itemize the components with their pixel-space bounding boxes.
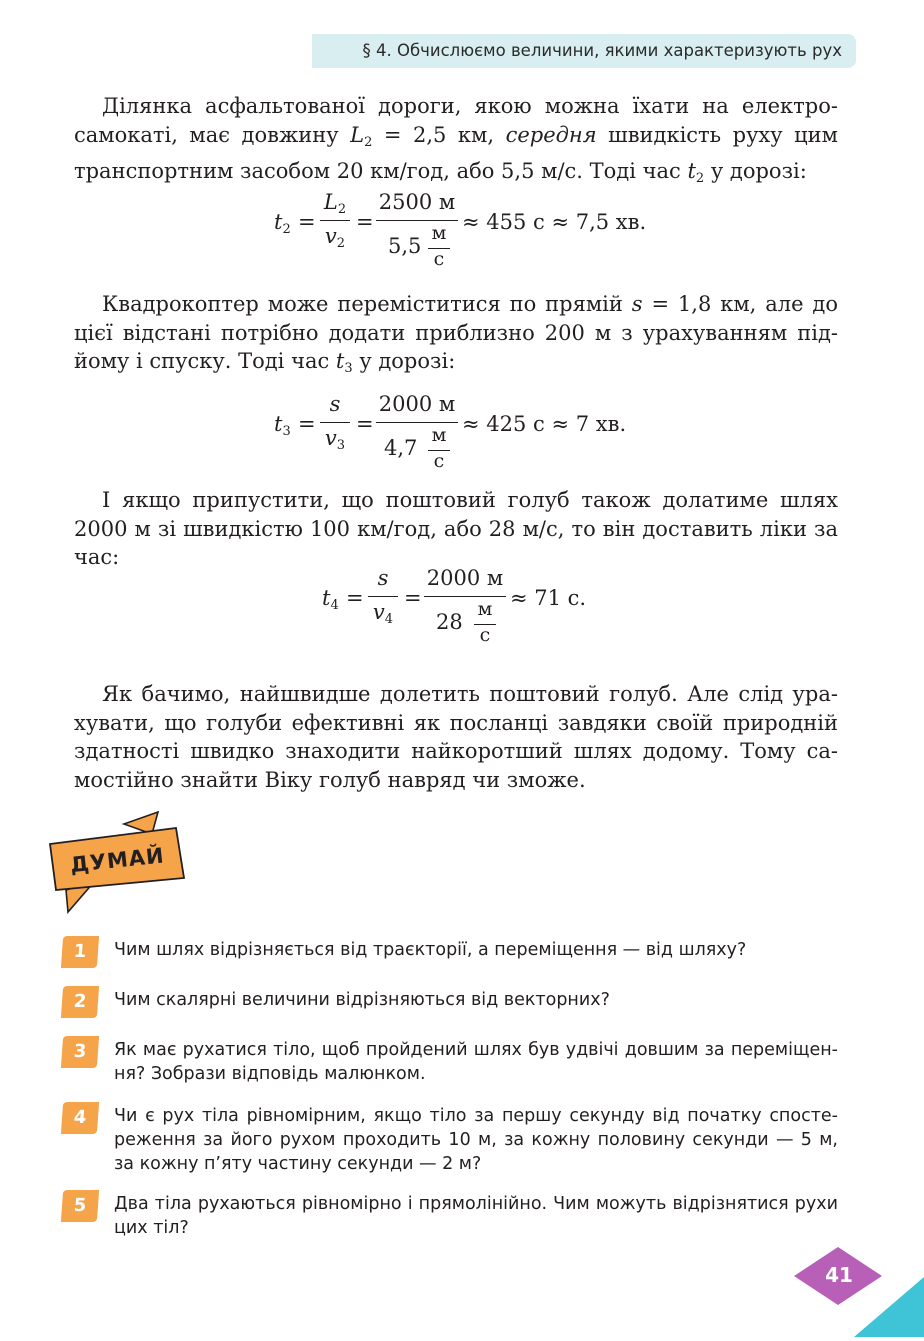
question-number-badge: 5 xyxy=(61,1190,99,1222)
formula-t4: $t_4$ = s $v_4$ = 2000 м 28 м с ≈ 71 с. xyxy=(322,566,587,646)
question-number-badge: 1 xyxy=(61,936,99,968)
formula-t3: $t_3$ = s $v_3$ = 2000 м 4,7 м с ≈ 425 с ≈ 7 хв. xyxy=(274,392,627,472)
paragraph-pigeon: І якщо припустити, що поштовий голуб також долатиме шлях 2000 м зі швидкістю 100 км/год, або 28 м/с, то він доставить ліки за час: xyxy=(74,488,838,570)
page-number: 41 xyxy=(825,1263,853,1287)
section-header xyxy=(312,34,856,68)
paragraph-conclusion: Як бачимо, найшвидше долетить поштовий голуб. Але слід урахувати, що голуби ефективні як посланці завдяки своїй природній здатності швидко знаходити найкоротший шлях додому. Тому самостійно знайти Віку голуб навряд чи зможе. xyxy=(74,682,838,792)
section-title: § 4. Обчислюємо величини, якими характеризують рух xyxy=(362,41,842,60)
question-text: Два тіла рухаються рівномірно і прямолінійно. Чим можуть відрізнятися рухи цих тіл? xyxy=(114,1194,838,1238)
question-text: Чим шлях відрізняється від траєкторії, а переміщення — від шляху? xyxy=(114,940,747,960)
paragraph-quadcopter: Квадрокоптер може переміститися по прямій s = 1,8 км, але до цієї відстані потрібно додати приблизно 200 м з урахуванням підйому і спуску. Тоді час $t_3$ у дорозі: xyxy=(74,292,838,377)
question-text: Чи є рух тіла рівномірним, якщо тіло за першу секунду від початку спостереження за його рухом проходить 10 м, за кожну половину секунди — 5 м, за кожну п’яту частину секунди — 2 м? xyxy=(114,1106,838,1174)
question-text: Як має рухатися тіло, щоб пройдений шлях був удвічі довшим за переміщення? Зобрази відповідь малюнком. xyxy=(114,1040,838,1084)
question-text: Чим скалярні величини відрізняються від векторних? xyxy=(114,990,610,1010)
question-number-badge: 2 xyxy=(61,986,99,1018)
question-number-badge: 3 xyxy=(61,1036,99,1068)
page-corner xyxy=(794,1247,924,1337)
formula-t2: $t_2$ = $L_2$ $v_2$ = 2500 м 5,5 м с ≈ 455 с ≈ 7,5 хв. xyxy=(274,190,647,270)
question-number-badge: 4 xyxy=(61,1102,99,1134)
corner-decoration-icon xyxy=(794,1247,924,1337)
paragraph-scooter: Ділянка асфальтованої дороги, якою можна їхати на електросамокаті, має довжину $L_2 = 2,5$ км, середня швидкість руху цим транспортним засобом 20 км/год, або 5,5 м/с. Тоді час $t_2$ у дорозі: xyxy=(74,94,838,187)
think-banner xyxy=(46,810,196,920)
think-label: ДУМАЙ xyxy=(69,843,166,878)
